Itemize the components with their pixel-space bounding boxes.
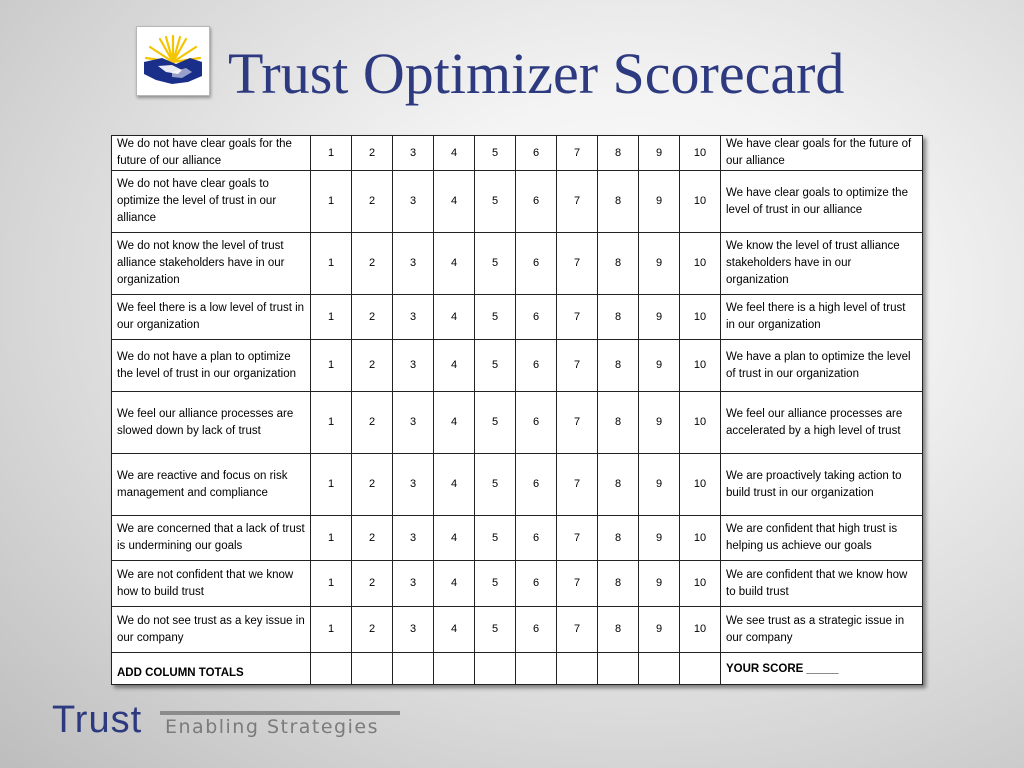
score-option[interactable]: 9 — [639, 561, 680, 607]
table-row — [112, 171, 923, 233]
score-option[interactable]: 3 — [393, 392, 434, 454]
column-totals-label: ADD COLUMN TOTALS — [112, 653, 311, 685]
score-option[interactable]: 7 — [557, 561, 598, 607]
score-option[interactable]: 2 — [352, 392, 393, 454]
score-option[interactable]: 7 — [557, 516, 598, 561]
positive-statement: We have clear goals for the future of our alliance — [721, 136, 923, 171]
score-option[interactable]: 6 — [516, 171, 557, 233]
score-option[interactable]: 2 — [352, 295, 393, 340]
score-option[interactable]: 2 — [352, 561, 393, 607]
column-total-cell[interactable] — [311, 653, 352, 685]
score-option[interactable]: 2 — [352, 233, 393, 295]
score-option[interactable]: 3 — [393, 171, 434, 233]
score-option[interactable]: 6 — [516, 607, 557, 653]
negative-statement: We do not see trust as a key issue in our company — [112, 607, 311, 653]
score-option[interactable]: 9 — [639, 136, 680, 171]
score-option[interactable]: 2 — [352, 454, 393, 516]
positive-statement: We are confident that high trust is helping us achieve our goals — [721, 516, 923, 561]
score-option[interactable]: 1 — [311, 295, 352, 340]
score-option[interactable]: 10 — [680, 136, 721, 171]
score-option[interactable]: 1 — [311, 392, 352, 454]
positive-statement: We have a plan to optimize the level of trust in our organization — [721, 340, 923, 392]
score-option[interactable]: 1 — [311, 454, 352, 516]
column-total-cell[interactable] — [352, 653, 393, 685]
score-option[interactable]: 10 — [680, 392, 721, 454]
negative-statement: We are not confident that we know how to build trust — [112, 561, 311, 607]
score-option[interactable]: 10 — [680, 171, 721, 233]
table-row — [112, 454, 923, 516]
score-option[interactable]: 3 — [393, 233, 434, 295]
score-option[interactable]: 10 — [680, 295, 721, 340]
score-option[interactable]: 10 — [680, 561, 721, 607]
score-option[interactable]: 6 — [516, 136, 557, 171]
table-row — [112, 516, 923, 561]
company-logo — [136, 26, 210, 96]
score-option[interactable]: 6 — [516, 454, 557, 516]
score-option[interactable]: 2 — [352, 171, 393, 233]
table-row — [112, 392, 923, 454]
score-option[interactable]: 6 — [516, 295, 557, 340]
column-total-cell[interactable] — [557, 653, 598, 685]
score-option[interactable]: 5 — [475, 392, 516, 454]
negative-statement: We feel our alliance processes are slowed down by lack of trust — [112, 392, 311, 454]
score-option[interactable]: 10 — [680, 516, 721, 561]
positive-statement: We are confident that we know how to build trust — [721, 561, 923, 607]
score-option[interactable]: 7 — [557, 454, 598, 516]
column-total-cell[interactable] — [680, 653, 721, 685]
score-option[interactable]: 8 — [598, 295, 639, 340]
score-option[interactable]: 8 — [598, 136, 639, 171]
score-option[interactable]: 4 — [434, 136, 475, 171]
score-option[interactable]: 7 — [557, 295, 598, 340]
positive-statement: We know the level of trust alliance stakeholders have in our organization — [721, 233, 923, 295]
score-option[interactable]: 8 — [598, 607, 639, 653]
score-option[interactable]: 2 — [352, 340, 393, 392]
score-option[interactable]: 8 — [598, 233, 639, 295]
score-option[interactable]: 5 — [475, 607, 516, 653]
score-option[interactable]: 6 — [516, 233, 557, 295]
score-option[interactable]: 6 — [516, 561, 557, 607]
score-option[interactable]: 6 — [516, 392, 557, 454]
score-option[interactable]: 8 — [598, 561, 639, 607]
footer-divider — [160, 711, 400, 715]
table-row — [112, 561, 923, 607]
score-option[interactable]: 3 — [393, 295, 434, 340]
score-option[interactable]: 9 — [639, 454, 680, 516]
score-option[interactable]: 8 — [598, 454, 639, 516]
score-option[interactable]: 6 — [516, 516, 557, 561]
totals-row — [112, 653, 923, 685]
negative-statement: We do not have clear goals to optimize the level of trust in our alliance — [112, 171, 311, 233]
page-title: Trust Optimizer Scorecard — [228, 41, 845, 106]
column-total-cell[interactable] — [516, 653, 557, 685]
score-option[interactable]: 5 — [475, 136, 516, 171]
score-option[interactable]: 6 — [516, 340, 557, 392]
score-option[interactable]: 2 — [352, 516, 393, 561]
negative-statement: We feel there is a low level of trust in our organization — [112, 295, 311, 340]
score-option[interactable]: 9 — [639, 607, 680, 653]
column-total-cell[interactable] — [393, 653, 434, 685]
score-option[interactable]: 5 — [475, 516, 516, 561]
your-score-field[interactable]: YOUR SCORE _____ — [721, 653, 923, 685]
score-option[interactable]: 2 — [352, 607, 393, 653]
score-option[interactable]: 8 — [598, 340, 639, 392]
score-option[interactable]: 5 — [475, 561, 516, 607]
scorecard-table — [111, 135, 923, 685]
positive-statement: We are proactively taking action to build trust in our organization — [721, 454, 923, 516]
score-option[interactable]: 1 — [311, 136, 352, 171]
score-option[interactable]: 7 — [557, 171, 598, 233]
score-option[interactable]: 2 — [352, 136, 393, 171]
score-option[interactable]: 4 — [434, 340, 475, 392]
score-option[interactable]: 3 — [393, 607, 434, 653]
score-option[interactable]: 4 — [434, 171, 475, 233]
score-option[interactable]: 10 — [680, 454, 721, 516]
column-total-cell[interactable] — [639, 653, 680, 685]
score-option[interactable]: 3 — [393, 561, 434, 607]
negative-statement: We are concerned that a lack of trust is undermining our goals — [112, 516, 311, 561]
score-option[interactable]: 9 — [639, 295, 680, 340]
score-option[interactable]: 7 — [557, 340, 598, 392]
negative-statement: We do not know the level of trust alliance stakeholders have in our organization — [112, 233, 311, 295]
table-row — [112, 295, 923, 340]
score-option[interactable]: 3 — [393, 454, 434, 516]
score-option[interactable]: 4 — [434, 454, 475, 516]
score-option[interactable]: 1 — [311, 340, 352, 392]
footer-tagline: Enabling Strategies — [165, 716, 379, 738]
score-option[interactable]: 1 — [311, 233, 352, 295]
negative-statement: We do not have clear goals for the future of our alliance — [112, 136, 311, 171]
column-total-cell[interactable] — [434, 653, 475, 685]
score-option[interactable]: 4 — [434, 561, 475, 607]
score-option[interactable]: 10 — [680, 233, 721, 295]
score-option[interactable]: 9 — [639, 392, 680, 454]
negative-statement: We do not have a plan to optimize the level of trust in our organization — [112, 340, 311, 392]
score-option[interactable]: 8 — [598, 392, 639, 454]
score-option[interactable]: 5 — [475, 295, 516, 340]
positive-statement: We feel our alliance processes are accelerated by a high level of trust — [721, 392, 923, 454]
score-option[interactable]: 4 — [434, 392, 475, 454]
score-option[interactable]: 1 — [311, 516, 352, 561]
score-option[interactable]: 3 — [393, 340, 434, 392]
score-option[interactable]: 7 — [557, 136, 598, 171]
column-total-cell[interactable] — [598, 653, 639, 685]
positive-statement: We have clear goals to optimize the level of trust in our alliance — [721, 171, 923, 233]
score-option[interactable]: 3 — [393, 516, 434, 561]
score-option[interactable]: 1 — [311, 171, 352, 233]
positive-statement: We feel there is a high level of trust in our organization — [721, 295, 923, 340]
table-row — [112, 136, 923, 171]
score-option[interactable]: 1 — [311, 561, 352, 607]
positive-statement: We see trust as a strategic issue in our company — [721, 607, 923, 653]
score-option[interactable]: 5 — [475, 233, 516, 295]
score-option[interactable]: 8 — [598, 516, 639, 561]
score-option[interactable]: 5 — [475, 454, 516, 516]
score-option[interactable]: 9 — [639, 233, 680, 295]
score-option[interactable]: 5 — [475, 340, 516, 392]
score-option[interactable]: 4 — [434, 233, 475, 295]
table-row — [112, 607, 923, 653]
column-total-cell[interactable] — [475, 653, 516, 685]
score-option[interactable]: 10 — [680, 607, 721, 653]
score-option[interactable]: 9 — [639, 340, 680, 392]
score-option[interactable]: 7 — [557, 392, 598, 454]
table-row — [112, 233, 923, 295]
footer-logo — [52, 700, 412, 744]
score-option[interactable]: 7 — [557, 607, 598, 653]
score-option[interactable]: 4 — [434, 607, 475, 653]
score-option[interactable]: 7 — [557, 233, 598, 295]
negative-statement: We are reactive and focus on risk management and compliance — [112, 454, 311, 516]
score-option[interactable]: 4 — [434, 516, 475, 561]
score-option[interactable]: 3 — [393, 136, 434, 171]
score-option[interactable]: 9 — [639, 516, 680, 561]
handshake-sunburst-icon — [142, 32, 204, 90]
score-option[interactable]: 1 — [311, 607, 352, 653]
score-option[interactable]: 5 — [475, 171, 516, 233]
score-option[interactable]: 10 — [680, 340, 721, 392]
table-row — [112, 340, 923, 392]
footer-brand: Trust — [52, 699, 143, 741]
score-option[interactable]: 4 — [434, 295, 475, 340]
score-option[interactable]: 8 — [598, 171, 639, 233]
score-option[interactable]: 9 — [639, 171, 680, 233]
